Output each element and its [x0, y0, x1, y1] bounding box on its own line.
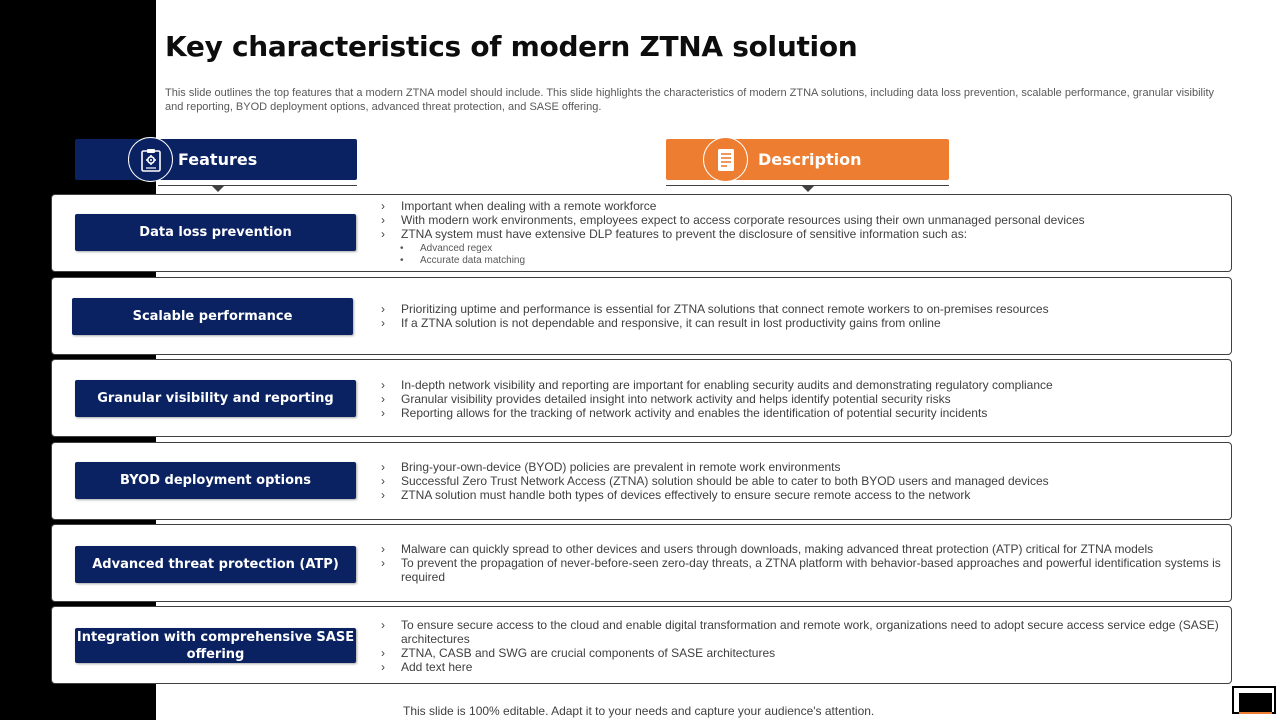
feature-label-sase-integration: Integration with comprehensive SASE offering: [76, 629, 355, 662]
list-item: › To ensure secure access to the cloud and enable digital transformation and remote work, organizations need to adopt secure access service edge (SASE) architectures: [381, 618, 1221, 646]
list-item: › Bring-your-own-device (BYOD) policies are prevalent in remote work environments: [381, 460, 1221, 474]
list-item: › With modern work environments, employees expect to access corporate resources using their own unmanaged personal devices: [381, 213, 1221, 227]
description-header: [666, 139, 949, 180]
clipboard-gear-icon: [128, 137, 173, 182]
page-subtitle: This slide outlines the top features that a modern ZTNA model should include. This slide highlights the characteristics of modern ZTNA solutions, including data loss prevention, scalable performance, granular visibility and reporting, BYOD deployment options, advanced threat protection, and SASE offering.: [165, 87, 1214, 113]
feature-label-advanced-threat-protection: Advanced threat protection (ATP): [75, 546, 356, 583]
list-item: › Prioritizing uptime and performance is essential for ZTNA solutions that connect remote workers to on-premises resources: [381, 302, 1221, 316]
features-header-underline: [158, 185, 357, 186]
row-sase-integration: [51, 606, 1232, 684]
row-byod-deployment: [51, 442, 1232, 520]
feature-label-granular-visibility: Granular visibility and reporting: [75, 380, 356, 417]
page-title: Key characteristics of modern ZTNA solution: [165, 30, 858, 63]
list-item: › Reporting allows for the tracking of network activity and enables the identification of potential security incidents: [381, 406, 1221, 420]
list-item: › Important when dealing with a remote workforce: [381, 199, 1221, 213]
description-list: [381, 378, 1221, 420]
row-scalable-performance: [51, 277, 1232, 355]
list-item: › ZTNA solution must handle both types of devices effectively to ensure secure remote access to the network: [381, 488, 1221, 502]
footer-note: This slide is 100% editable. Adapt it to your needs and capture your audience's attention.: [403, 704, 875, 718]
row-data-loss-prevention: [51, 194, 1232, 272]
corner-decoration: [1232, 686, 1276, 714]
list-item: › If a ZTNA solution is not dependable and responsive, it can result in lost productivity gains from online: [381, 316, 1221, 330]
row-granular-visibility: [51, 359, 1232, 437]
description-list: [381, 618, 1221, 674]
sub-list: [400, 243, 525, 267]
list-item: › To prevent the propagation of never-before-seen zero-day threats, a ZTNA platform with behavior-based approaches and powerful identification systems is required: [381, 556, 1221, 584]
feature-label-data-loss-prevention: Data loss prevention: [75, 214, 356, 251]
description-list: [381, 199, 1221, 241]
list-item: › In-depth network visibility and reporting are important for enabling security audits and demonstrating regulatory compliance: [381, 378, 1221, 392]
features-header-label: Features: [178, 150, 258, 169]
row-advanced-threat-protection: [51, 524, 1232, 602]
sub-list-item: • Accurate data matching: [400, 255, 525, 267]
list-item: › Successful Zero Trust Network Access (ZTNA) solution should be able to cater to both BYOD users and managed devices: [381, 474, 1221, 488]
description-list: [381, 542, 1221, 584]
description-header-pointer: [802, 186, 814, 192]
list-item: › Add text here: [381, 660, 1221, 674]
description-header-label: Description: [758, 150, 862, 169]
description-list: [381, 302, 1221, 330]
document-icon: [703, 137, 748, 182]
features-header: [75, 139, 357, 180]
feature-label-byod-deployment: BYOD deployment options: [75, 462, 356, 499]
list-item: › Malware can quickly spread to other devices and users through downloads, making advanced threat protection (ATP) critical for ZTNA models: [381, 542, 1221, 556]
features-header-pointer: [212, 186, 224, 192]
feature-label-scalable-performance: Scalable performance: [72, 298, 353, 335]
list-item: › ZTNA, CASB and SWG are crucial components of SASE architectures: [381, 646, 1221, 660]
description-list: [381, 460, 1221, 502]
list-item: › Granular visibility provides detailed insight into network activity and helps identify potential security risks: [381, 392, 1221, 406]
sub-list-item: • Advanced regex: [400, 243, 525, 255]
list-item: › ZTNA system must have extensive DLP features to prevent the disclosure of sensitive information such as:: [381, 227, 1221, 241]
